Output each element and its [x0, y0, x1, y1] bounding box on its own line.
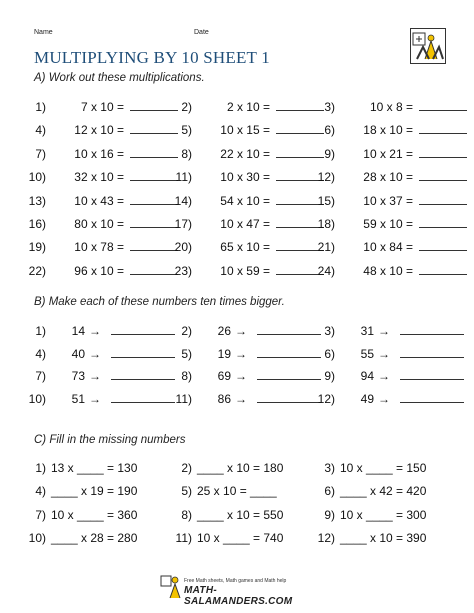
question-number: 2) [181, 461, 192, 475]
question-b [20, 367, 175, 383]
answer-line[interactable] [419, 262, 467, 275]
question-text: 10 x 78 = [74, 240, 124, 255]
question-c [20, 531, 137, 545]
question-number: 11) [175, 170, 192, 185]
footer-logo [160, 574, 315, 607]
answer-line[interactable] [400, 367, 464, 380]
question-a [20, 238, 178, 254]
question-number: 17) [174, 217, 192, 231]
question-b [166, 390, 321, 406]
number-value: 19 [217, 346, 231, 361]
date-label: Date [194, 29, 209, 36]
question-text: 65 x 10 = [220, 240, 270, 255]
question-number: 3) [324, 324, 335, 338]
question-a [20, 98, 178, 114]
question-text: 2 x 10 = [226, 100, 270, 114]
question-number: 9) [324, 507, 335, 522]
question-a [20, 145, 178, 161]
question-text: 10 x 47 = [220, 217, 270, 231]
question-number: 8) [181, 146, 192, 161]
question-c [166, 531, 283, 545]
answer-line[interactable] [419, 98, 467, 111]
arrow-right-icon: → [378, 369, 390, 383]
question-number: 18) [317, 217, 335, 231]
number-value: 73 [71, 369, 85, 383]
answer-line[interactable] [400, 345, 464, 358]
question-number: 14) [174, 193, 192, 208]
question-b [20, 345, 175, 361]
question-a [20, 262, 178, 278]
answer-line[interactable] [419, 168, 467, 181]
arrow-right-icon: → [235, 346, 247, 361]
arrow-right-icon: → [378, 324, 390, 338]
arrow-right-icon: → [378, 346, 390, 361]
question-c [20, 461, 137, 475]
question-text: 10 x 43 = [74, 193, 124, 208]
question-number: 5) [181, 484, 192, 499]
question-b [20, 322, 175, 338]
question-c [166, 461, 283, 475]
question-number: 20) [174, 240, 192, 255]
question-a [20, 121, 178, 137]
question-number: 4) [35, 484, 46, 499]
question-b [309, 390, 464, 406]
question-a [166, 262, 324, 278]
answer-line[interactable] [419, 145, 467, 158]
answer-line[interactable] [419, 238, 467, 251]
question-text: 10 x ____ = 150 [340, 461, 427, 475]
question-number: 6) [324, 484, 335, 499]
question-c [309, 531, 426, 545]
question-b [166, 367, 321, 383]
question-b [309, 345, 464, 361]
question-text: 18 x 10 = [363, 123, 413, 138]
question-text: 10 x 15 = [220, 123, 270, 138]
question-a [309, 98, 467, 114]
question-number: 6) [324, 346, 335, 361]
number-value: 69 [217, 369, 231, 383]
question-b [309, 322, 464, 338]
question-number: 11) [175, 391, 192, 406]
number-value: 55 [360, 346, 374, 361]
question-text: ____ x 42 = 420 [340, 484, 427, 499]
question-number: 4) [35, 123, 46, 138]
salamander-logo-icon [411, 29, 445, 63]
question-text: 59 x 10 = [363, 217, 413, 231]
question-text: ____ x 19 = 190 [51, 484, 138, 499]
question-a [166, 215, 324, 231]
question-number: 23) [174, 263, 192, 278]
question-number: 22) [28, 263, 46, 278]
question-text: 10 x 30 = [220, 170, 270, 185]
question-a [309, 215, 467, 231]
question-text: 80 x 10 = [74, 217, 124, 231]
question-number: 24) [317, 263, 335, 278]
number-value: 51 [71, 391, 85, 406]
arrow-right-icon: → [235, 324, 247, 338]
question-text: 10 x 37 = [363, 193, 413, 208]
question-text: ____ x 10 = 550 [197, 507, 284, 522]
number-value: 31 [360, 324, 374, 338]
question-number: 6) [324, 123, 335, 138]
arrow-right-icon: → [89, 346, 101, 361]
question-text: ____ x 10 = 390 [340, 531, 427, 546]
question-b [309, 367, 464, 383]
arrow-right-icon: → [235, 369, 247, 383]
question-text: 32 x 10 = [74, 170, 124, 185]
arrow-right-icon: → [89, 391, 101, 406]
name-label: Name [34, 29, 53, 36]
number-value: 26 [217, 324, 231, 338]
question-a [309, 192, 467, 208]
question-number: 12) [317, 170, 335, 185]
number-value: 40 [71, 346, 85, 361]
question-a [20, 168, 178, 184]
question-number: 1) [35, 324, 46, 338]
question-number: 7) [35, 146, 46, 161]
question-text: 48 x 10 = [363, 263, 413, 278]
question-a [309, 262, 467, 278]
question-number: 5) [181, 346, 192, 361]
question-number: 7) [35, 507, 46, 522]
question-number: 11) [175, 531, 192, 546]
arrow-right-icon: → [378, 391, 390, 406]
question-a [166, 145, 324, 161]
question-a [309, 145, 467, 161]
question-b [20, 390, 175, 406]
question-number: 8) [181, 369, 192, 383]
page-title: MULTIPLYING BY 10 SHEET 1 [34, 48, 270, 67]
question-a [309, 238, 467, 254]
question-text: 12 x 10 = [74, 123, 124, 138]
footer-brand: MATH-SALAMANDERS.COM [184, 585, 293, 607]
question-number: 3) [324, 461, 335, 475]
question-number: 12) [317, 531, 335, 546]
number-value: 49 [360, 391, 374, 406]
question-number: 10) [28, 391, 46, 406]
question-a [20, 192, 178, 208]
question-number: 10) [28, 170, 46, 185]
arrow-right-icon: → [89, 369, 101, 383]
question-b [166, 322, 321, 338]
salamander-logo [410, 28, 446, 64]
question-number: 1) [35, 100, 46, 114]
question-c [166, 484, 277, 498]
question-c [20, 508, 137, 522]
question-number: 13) [28, 193, 46, 208]
question-text: 22 x 10 = [220, 146, 270, 161]
question-text: 28 x 10 = [363, 170, 413, 185]
question-text: ____ x 10 = 180 [197, 461, 284, 475]
question-number: 1) [35, 461, 46, 475]
question-number: 7) [35, 369, 46, 383]
salamander-footer-icon [160, 574, 182, 600]
question-text: 10 x ____ = 300 [340, 507, 427, 522]
question-a [166, 98, 324, 114]
question-a [166, 238, 324, 254]
question-text: ____ x 28 = 280 [51, 531, 138, 546]
section-b-instruction: B) Make each of these numbers ten times bigger. [34, 296, 285, 308]
question-number: 8) [181, 507, 192, 522]
question-number: 12) [317, 391, 335, 406]
question-number: 9) [324, 369, 335, 383]
section-a-instruction: A) Work out these multiplications. [34, 72, 205, 84]
question-text: 10 x 8 = [369, 100, 413, 114]
footer-tagline: Free Math sheets, Math games and Math help [184, 578, 287, 584]
question-number: 2) [181, 324, 192, 338]
number-value: 14 [71, 324, 85, 338]
question-number: 10) [28, 531, 46, 546]
question-number: 9) [324, 146, 335, 161]
question-a [309, 121, 467, 137]
arrow-right-icon: → [235, 391, 247, 406]
answer-line[interactable] [400, 390, 464, 403]
question-text: 54 x 10 = [220, 193, 270, 208]
question-text: 96 x 10 = [74, 263, 124, 278]
question-text: 7 x 10 = [80, 100, 124, 114]
question-a [166, 192, 324, 208]
number-value: 94 [360, 369, 374, 383]
question-c [309, 484, 426, 498]
answer-line[interactable] [419, 121, 467, 134]
question-number: 16) [28, 217, 46, 231]
question-c [309, 461, 426, 475]
question-text: 13 x ____ = 130 [51, 461, 138, 475]
answer-line[interactable] [419, 192, 467, 205]
question-a [20, 215, 178, 231]
question-number: 2) [181, 100, 192, 114]
number-value: 86 [217, 391, 231, 406]
question-text: 10 x 16 = [74, 146, 124, 161]
question-c [20, 484, 137, 498]
section-c-instruction: C) Fill in the missing numbers [34, 434, 186, 446]
question-c [309, 508, 426, 522]
question-text: 10 x 21 = [363, 146, 413, 161]
question-number: 19) [28, 240, 46, 255]
question-c [166, 508, 283, 522]
question-number: 21) [317, 240, 335, 255]
arrow-right-icon: → [89, 324, 101, 338]
question-number: 5) [181, 123, 192, 138]
question-text: 10 x ____ = 740 [197, 531, 284, 546]
answer-line[interactable] [400, 322, 464, 335]
question-text: 10 x 59 = [220, 263, 270, 278]
question-number: 3) [324, 100, 335, 114]
question-number: 4) [35, 346, 46, 361]
question-text: 10 x ____ = 360 [51, 507, 138, 522]
question-text: 10 x 84 = [363, 240, 413, 255]
question-a [166, 168, 324, 184]
question-b [166, 345, 321, 361]
question-number: 15) [317, 193, 335, 208]
question-a [309, 168, 467, 184]
question-text: 25 x 10 = ____ [197, 484, 277, 499]
answer-line[interactable] [419, 215, 467, 228]
question-a [166, 121, 324, 137]
